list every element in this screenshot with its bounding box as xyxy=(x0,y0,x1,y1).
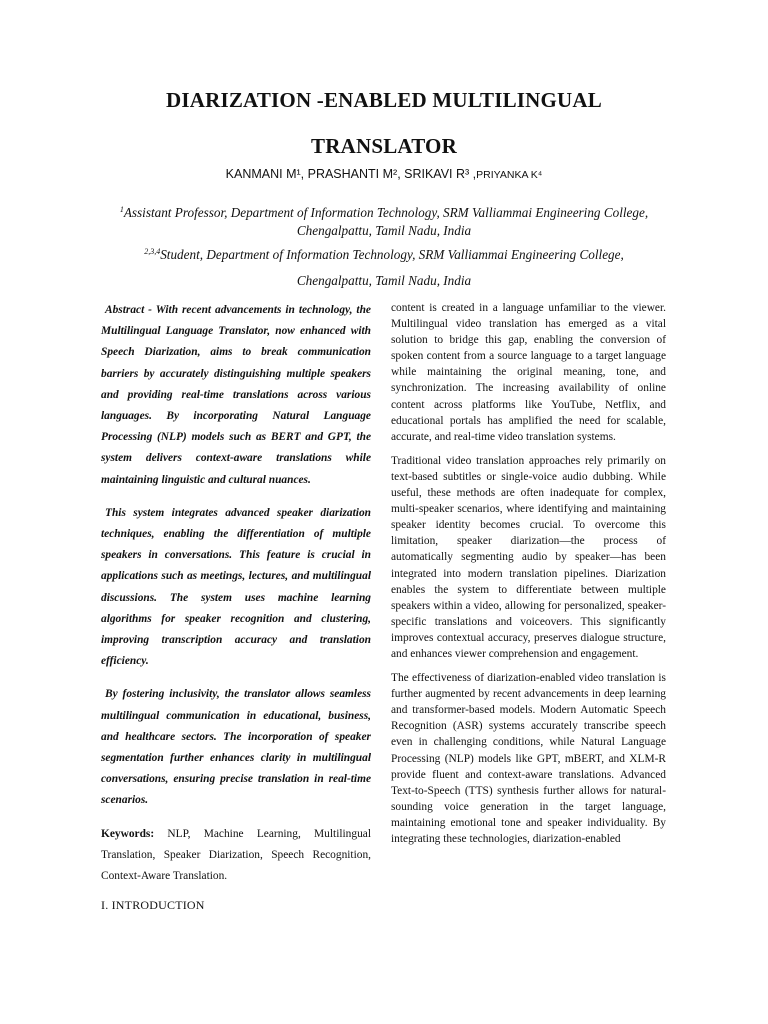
affiliation-2-location: Chengalpattu, Tamil Nadu, India xyxy=(296,273,472,288)
affiliation-2-text: Student, Department of Information Technology, SRM Valliammai Engineering College, xyxy=(160,247,624,262)
abstract-paragraph-2: This system integrates advanced speaker diarization techniques, enabling the differentiation of multiple speakers in conversations. This feature is crucial in applications such as meetings, lectures, and multilingual discussions. The system uses machine learning algorithms for speaker recognition and clustering, improving transcription accuracy and translation efficiency. xyxy=(101,506,371,668)
body-paragraph-3: The effectiveness of diarization-enabled video translation is further augmented by recent advancements in deep learning and transformer-based models. Modern Automatic Speech Recognition (ASR) systems accurately transcribe speech even in challenging conditions, while Natural Language Processing (NLP) models like GPT, mBERT, and XLM-R provide fluent and context-aware translations. Advanced Text-to-Speech (TTS) synthesis further allows for natural-sounding voice generation in the target language, maintaining emotional tone and speaker individuality. By integrating these technologies, diarization-enabled xyxy=(391,672,666,845)
affiliation-2 xyxy=(90,243,678,264)
section-heading-introduction: I. INTRODUCTION xyxy=(101,897,205,912)
right-column xyxy=(391,300,666,855)
body-paragraph-1: content is created in a language unfamiliar to the viewer. Multilingual video translation has emerged as a vital solution to bridge this gap, enabling the conversion of spoken content from a source language to a target language while maintaining the original meaning, tone, and synchronization. The increasing availability of online content across platforms like YouTube, Netflix, and educational portals has amplified the need for scalable, accurate, and real-time video translation systems. xyxy=(391,302,666,443)
keywords-label: Keywords: xyxy=(101,827,155,840)
authors-last: PRIYANKA K⁴ xyxy=(476,169,543,181)
left-column xyxy=(101,300,371,913)
paper-title-line-1: DIARIZATION -ENABLED MULTILINGUAL xyxy=(165,88,602,112)
author-list xyxy=(0,167,768,181)
keywords xyxy=(101,824,371,888)
affiliation-1 xyxy=(90,201,678,240)
affiliation-1-marker: 1 xyxy=(119,205,124,214)
paper-title-line-2: TRANSLATOR xyxy=(311,134,457,158)
affiliation-1-text: Assistant Professor, Department of Information Technology, SRM Valliammai Engineering College, Chengalpattu, Tamil Nadu, India xyxy=(123,205,649,238)
keywords-text: NLP, Machine Learning, Multilingual Translation, Speaker Diarization, Speech Recognition, Context-Aware Translation. xyxy=(101,827,371,883)
abstract-paragraph-1: Abstract - With recent advancements in technology, the Multilingual Language Translator, now enhanced with Speech Diarization, aims to break communication barriers by accurately distinguishing multiple speakers and providing real-time translations across various languages. By incorporating Natural Language Processing (NLP) models such as BERT and GPT, the system delivers context-aware translations while maintaining linguistic and cultural nuances. xyxy=(101,304,371,486)
abstract-paragraph-3: By fostering inclusivity, the translator allows seamless multilingual communication in educational, business, and healthcare sectors. The incorporation of speaker segmentation further enhances clarity in multilingual conversations, ensuring precise translation in real-time scenarios. xyxy=(101,688,371,807)
affiliation-2-marker: 2,3,4 xyxy=(144,247,161,256)
authors-main: KANMANI M¹, PRASHANTI M², SRIKAVI R³ , xyxy=(225,167,477,181)
body-paragraph-2: Traditional video translation approaches rely primarily on text-based subtitles or single-voice audio dubbing. While useful, these methods are often inadequate for complex, multi-speaker scenarios, where identifying and maintaining speaker identity becomes crucial. To overcome this limitation, speaker diarization—the process of automatically segmenting audio by speaker—has been integrated into modern translation pipelines. Diarization enables the system to differentiate between multiple speakers within a video, allowing for personalized, speaker-specific translations and voiceovers. This significantly improves contextual accuracy, preserves dialogue structure, and enhances viewer comprehension and engagement. xyxy=(391,454,666,660)
